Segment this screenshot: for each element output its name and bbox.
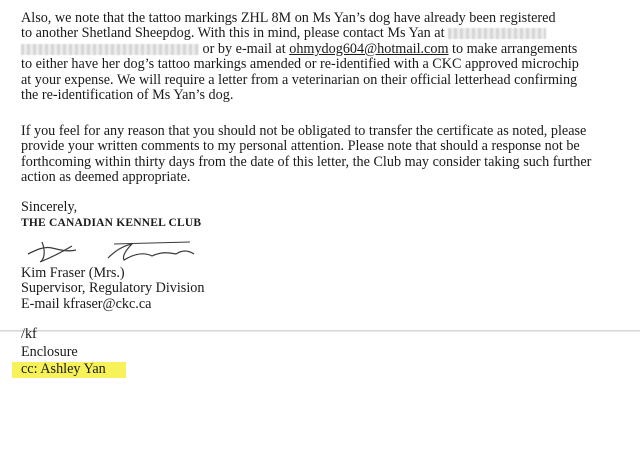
para1-line3-end: to make arrangements xyxy=(452,41,578,57)
para1-line3-after: or by e-mail at xyxy=(202,41,286,57)
para2-line2: provide your written comments to my personal attention. Please note that should a response not be xyxy=(21,138,580,154)
signer-title: Supervisor, Regulatory Division xyxy=(21,280,205,296)
para1-line5: at your expense. We will require a letter from a veterinarian on their official letterhead confirming xyxy=(21,72,578,88)
closing-organization: THE CANADIAN KENNEL CLUB xyxy=(21,217,202,229)
redacted-phone-2 xyxy=(21,44,199,55)
closing-salutation: Sincerely, xyxy=(21,199,78,215)
reference-initials: /kf xyxy=(21,326,37,342)
signer-email: E-mail kfraser@ckc.ca xyxy=(21,296,152,312)
enclosure-note: Enclosure xyxy=(21,344,78,360)
signer-name: Kim Fraser (Mrs.) xyxy=(21,265,125,281)
email-link-yan[interactable]: ohmydog604@hotmail.com xyxy=(289,41,449,57)
para2-line1: If you feel for any reason that you should not be obligated to transfer the certificate as noted, please xyxy=(21,123,587,139)
para1-line2 xyxy=(21,25,546,41)
cc-line: cc: Ashley Yan xyxy=(21,361,106,377)
para1-line4: to either have her dog’s tattoo markings amended or re-identified with a CKC approved microchip xyxy=(21,56,579,72)
handwritten-signature xyxy=(22,232,222,266)
redacted-phone-1 xyxy=(448,28,546,39)
para2-line3: forthcoming within thirty days from the date of this letter, the Club may consider taking such further xyxy=(21,154,592,170)
page-fold-line xyxy=(0,330,640,332)
para1-line3 xyxy=(21,41,577,57)
para1-line6: the re-identification of Ms Yan’s dog. xyxy=(21,87,234,103)
para1-line2-text: to another Shetland Sheepdog. With this in mind, please contact Ms Yan at xyxy=(21,25,445,41)
para1-line1: Also, we note that the tattoo markings ZHL 8M on Ms Yan’s dog have already been registered xyxy=(21,10,556,26)
para2-line4: action as deemed appropriate. xyxy=(21,169,191,185)
